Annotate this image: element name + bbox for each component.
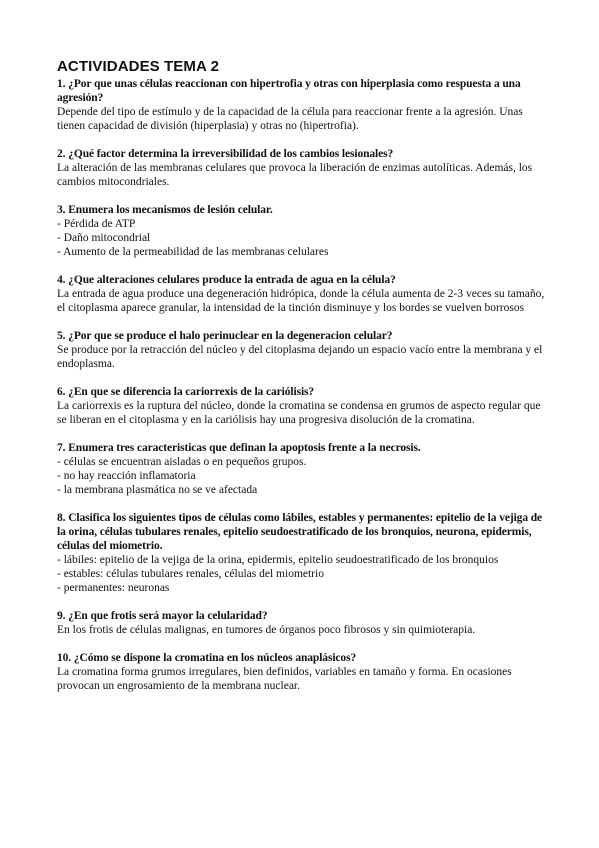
answer-text (57, 553, 547, 595)
answer-line: Depende del tipo de estímulo y de la capacidad de la célula para reaccionar frente a la agresión. Unas tienen capacidad de división (hiperplasia) y otras no (hipertrofia). (57, 106, 523, 132)
questions-list (57, 77, 547, 693)
question-heading: 1. ¿Por que unas células reaccionan con hipertrofia y otras con hiperplasia como respuesta a una agresión? (57, 78, 521, 104)
answer-text (57, 161, 547, 189)
answer-line: - la membrana plasmática no se ve afectada (57, 484, 258, 496)
answer-line: - lábiles: epitelio de la vejiga de la orina, epidermis, epitelio seudoestratificado de los bronquios (57, 554, 499, 566)
answer-text (57, 217, 547, 259)
answer-line: - Aumento de la permeabilidad de las membranas celulares (57, 246, 329, 258)
question-block (57, 385, 547, 427)
question-block (57, 441, 547, 497)
answer-line: - Pérdida de ATP (57, 218, 136, 230)
answer-text (57, 399, 547, 427)
question-block (57, 147, 547, 189)
document-title: ACTIVIDADES TEMA 2 (57, 58, 220, 75)
question-heading: 6. ¿En que se diferencia la cariorrexis de la cariólisis? (57, 386, 315, 398)
question-block (57, 651, 547, 693)
question-block (57, 511, 547, 595)
answer-line: La cromatina forma grumos irregulares, bien definidos, variables en tamaño y forma. En ocasiones provocan un engrosamiento de la membrana nuclear. (57, 666, 512, 692)
answer-line: La alteración de las membranas celulares que provoca la liberación de enzimas autolíticas. Además, los cambios mitocondriales. (57, 162, 533, 188)
answer-line: - células se encuentran aisladas o en pequeños grupos. (57, 456, 307, 468)
question-heading: 2. ¿Qué factor determina la irreversibilidad de los cambios lesionales? (57, 148, 394, 160)
answer-text (57, 343, 547, 371)
question-heading: 10. ¿Cómo se dispone la cromatina en los núcleos anaplásicos? (57, 652, 357, 664)
answer-line: En los frotis de células malignas, en tumores de órganos poco fibrosos y sin quimioterapia. (57, 624, 476, 636)
answer-text (57, 287, 547, 315)
answer-line: La cariorrexis es la ruptura del núcleo, donde la cromatina se condensa en grumos de aspecto regular que se liberan en el citoplasma y en la cariólisis hay una progresiva disolución de la cromatina. (57, 400, 541, 426)
question-block (57, 609, 547, 637)
question-block (57, 329, 547, 371)
answer-text (57, 105, 547, 133)
answer-line: - no hay reacción inflamatoria (57, 470, 196, 482)
question-heading: 9. ¿En que frotis será mayor la celularidad? (57, 610, 268, 622)
document-page (57, 58, 547, 707)
question-block (57, 77, 547, 133)
answer-text (57, 623, 547, 637)
question-heading: 4. ¿Que alteraciones celulares produce la entrada de agua en la célula? (57, 274, 396, 286)
answer-text (57, 665, 547, 693)
question-heading: 8. Clasifica los siguientes tipos de células como lábiles, estables y permanentes: epitelio de la vejiga de la orina, células tubulares renales, epitelio seudoestratificado de los bronquios, neurona, epidermis, células del miometrio. (57, 512, 543, 552)
question-heading: 3. Enumera los mecanismos de lesión celular. (57, 204, 273, 216)
answer-line: - Daño mitocondrial (57, 232, 151, 244)
answer-text (57, 455, 547, 497)
question-block (57, 203, 547, 259)
answer-line: Se produce por la retracción del núcleo y del citoplasma dejando un espacio vacío entre la membrana y el endoplasma. (57, 344, 543, 370)
question-block (57, 273, 547, 315)
answer-line: - permanentes: neuronas (57, 582, 170, 594)
question-heading: 7. Enumera tres caracteristicas que definan la apoptosis frente a la necrosis. (57, 442, 421, 454)
answer-line: La entrada de agua produce una degeneración hidrópica, donde la célula aumenta de 2-3 veces su tamaño, el citoplasma aparece granular, la intensidad de la tinción disminuye y los bordes se vuelven borrosos (57, 288, 545, 314)
answer-line: - estables: células tubulares renales, células del miometrio (57, 568, 324, 580)
question-heading: 5. ¿Por que se produce el halo perinuclear en la degeneracion celular? (57, 330, 393, 342)
